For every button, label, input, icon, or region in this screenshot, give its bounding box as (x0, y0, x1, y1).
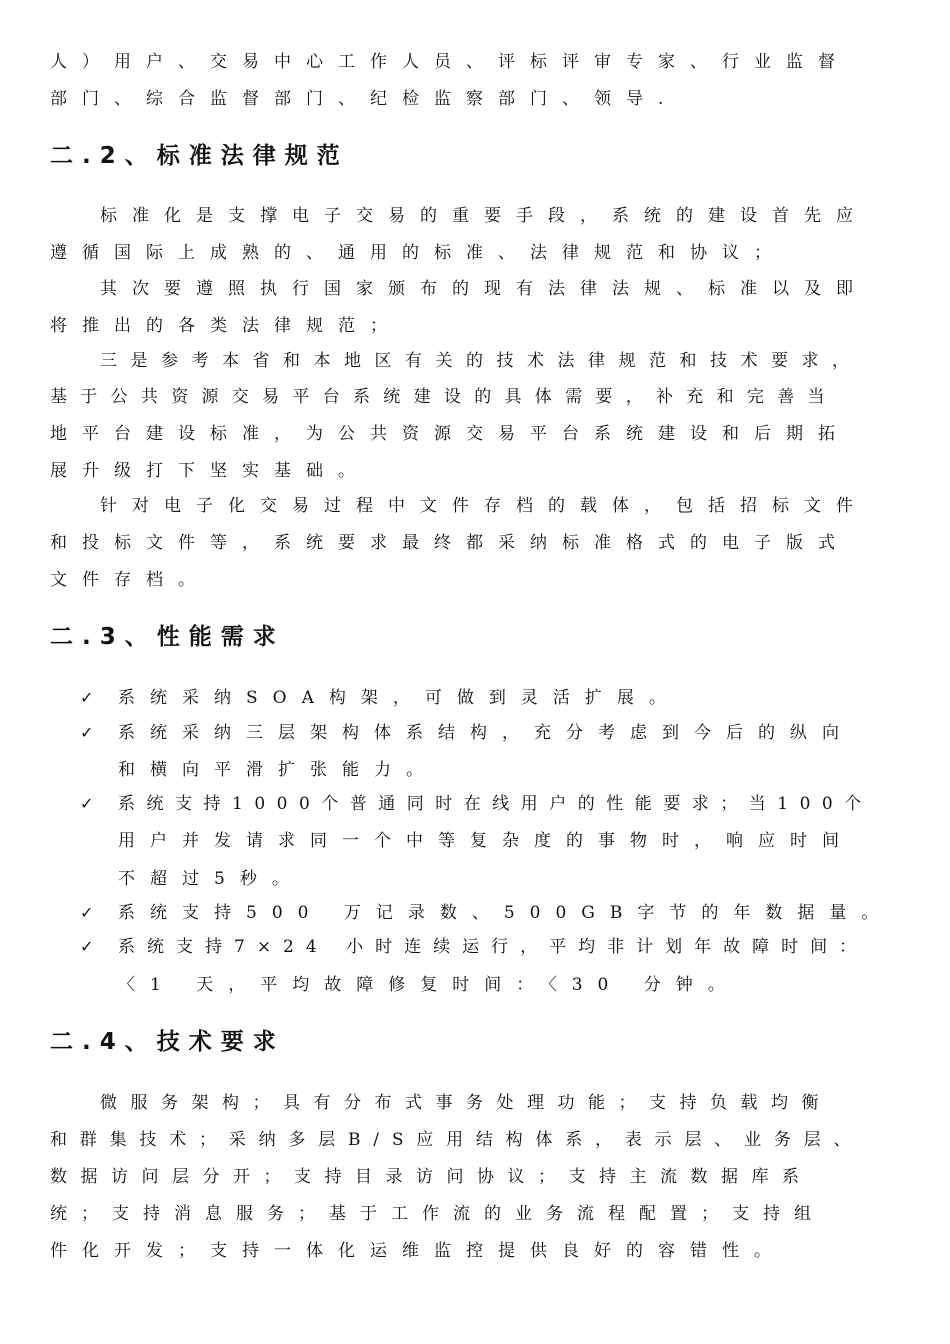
paragraph-line: 微服务架构；具有分布式事务处理功能；支持负载均衡 (100, 1093, 832, 1113)
check-icon: ✓ (80, 937, 94, 956)
paragraph-line: 和群集技术；采纳多层B/S应用结构体系，表示层、业务层、 (50, 1130, 864, 1150)
paragraph-line: 其次要遵照执行国家颁布的现有法律法规、标准以及即 (100, 279, 868, 299)
list-item: 系统支持7×24 小时连续运行，平均非计划年故障时间： (118, 937, 869, 957)
list-item: 系统支持500 万记录数、500GB字节的年数据量。 (118, 903, 894, 923)
check-icon: ✓ (80, 903, 94, 922)
paragraph-line: 基于公共资源交易平台系统建设的具体需要，补充和完善当 (50, 387, 838, 407)
list-item-continuation: 和横向平滑扩张能力。 (118, 760, 438, 780)
paragraph-line: 统；支持消息服务；基于工作流的业务流程配置；支持组 (50, 1204, 825, 1224)
list-item: 系统支持1000个普通同时在线用户的性能要求；当100个 (118, 794, 873, 814)
paragraph-line: 遵循国际上成熟的、通用的标准、法律规范和协议； (50, 243, 786, 263)
paragraph-line: 文件存档。 (50, 570, 210, 590)
list-item: 系统采纳三层架构体系结构，充分考虑到今后的纵向 (118, 723, 854, 743)
paragraph-line: 数据访问层分开；支持目录访问协议；支持主流数据库系 (50, 1167, 813, 1187)
list-item-continuation: 〈1 天，平均故障修复时间：〈30 分钟。 (118, 975, 740, 995)
paragraph-line: 标准化是支撑电子交易的重要手段，系统的建设首先应 (100, 206, 868, 226)
list-item-continuation: 不超过5秒。 (118, 869, 304, 889)
check-icon: ✓ (80, 794, 94, 813)
section-heading-2-3: 二.3、性能需求 (50, 624, 285, 650)
paragraph-line: 和投标文件等，系统要求最终都采纳标准格式的电子版式 (50, 533, 850, 553)
paragraph-line: 将推出的各类法律规范； (50, 316, 402, 336)
list-item-continuation: 用户并发请求同一个中等复杂度的事物时，响应时间 (118, 831, 854, 851)
paragraph-line: 展升级打下坚实基础。 (50, 461, 370, 481)
paragraph-line: 件化开发；支持一体化运维监控提供良好的容错性。 (50, 1241, 786, 1261)
paragraph-line: 地平台建设标准，为公共资源交易平台系统建设和后期拓 (50, 424, 850, 444)
paragraph-line: 部门、综合监督部门、纪检监察部门、领导. (50, 89, 679, 109)
check-icon: ✓ (80, 688, 94, 707)
section-heading-2-4: 二.4、技术要求 (50, 1029, 285, 1055)
check-icon: ✓ (80, 723, 94, 742)
paragraph-line: 三是参考本省和本地区有关的技术法律规范和技术要求， (100, 351, 863, 371)
list-item: 系统采纳SOA构架，可做到灵活扩展。 (118, 688, 681, 708)
section-heading-2-2: 二.2、标准法律规范 (50, 143, 349, 169)
paragraph-line: 人）用户、交易中心工作人员、评标评审专家、行业监督 (50, 52, 850, 72)
paragraph-line: 针对电子化交易过程中文件存档的载体，包括招标文件 (100, 496, 868, 516)
